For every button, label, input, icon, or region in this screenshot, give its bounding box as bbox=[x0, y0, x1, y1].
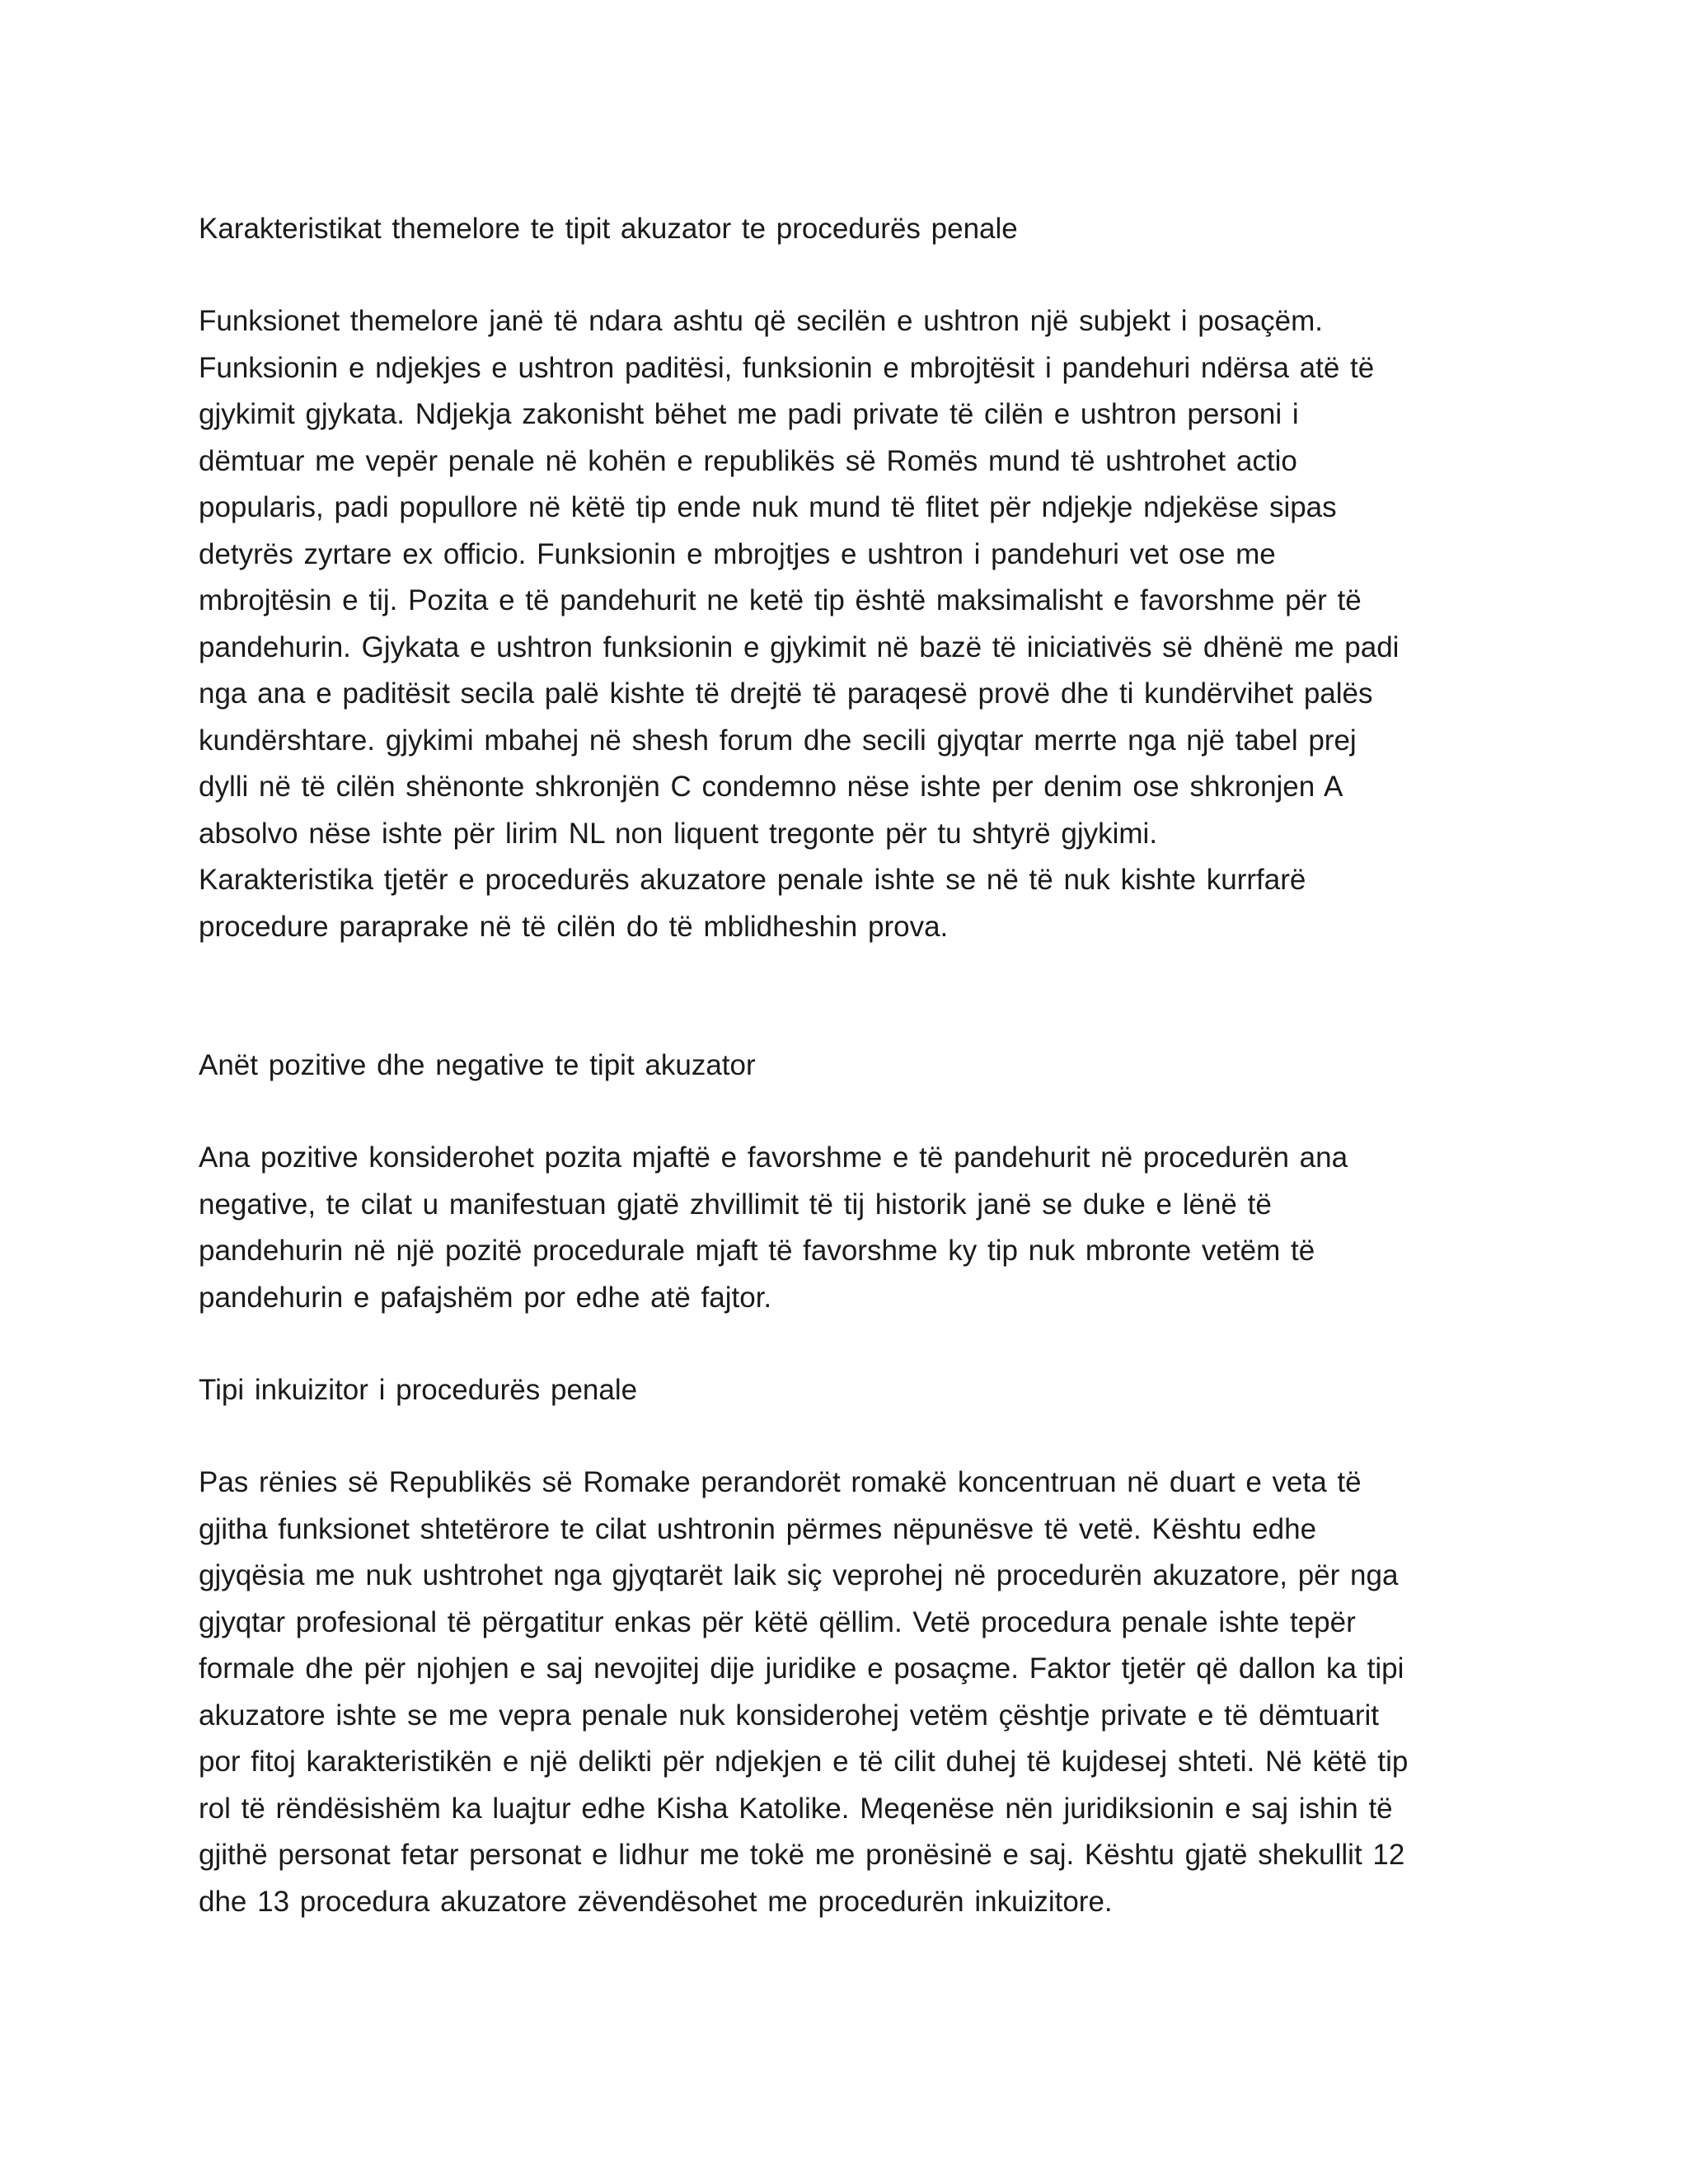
text-line: akuzatore ishte se me vepra penale nuk konsiderohej vetëm çështje private e të dëmtuarit bbox=[199, 1699, 1379, 1732]
text-line: kundërshtare. gjykimi mbahej në shesh forum dhe secili gjyqtar merrte nga një tabel prej bbox=[199, 724, 1357, 757]
text-line: pandehurin. Gjykata e ushtron funksionin e gjykimit në bazë të iniciativës së dhënë me padi bbox=[199, 630, 1400, 663]
text-line: dëmtuar me vepër penale në kohën e republikës së Romës mund të ushtrohet actio bbox=[199, 444, 1297, 477]
text-line: gjitha funksionet shtetërore te cilat ushtronin përmes nëpunësve të vetë. Kështu edhe bbox=[199, 1512, 1317, 1545]
text-line: Karakteristika tjetër e procedurës akuzatore penale ishte se në të nuk kishte kurrfarë bbox=[199, 864, 1306, 896]
text-line: Ana pozitive konsiderohet pozita mjaftë e favorshme e të pandehurit në procedurën ana bbox=[199, 1141, 1348, 1174]
text-line: gjyqtar profesional të përgatitur enkas për këtë qëllim. Vetë procedura penale ishte tepër bbox=[199, 1605, 1356, 1638]
text-line: formale dhe për njohjen e saj nevojitej dije juridike e posaçme. Faktor tjetër që dallon ka tipi bbox=[199, 1652, 1404, 1685]
text-line: dylli në të cilën shënonte shkronjën C condemno nëse ishte per denim ose shkronjen A bbox=[199, 771, 1343, 803]
text-line: Funksionin e ndjekjes e ushtron paditësi, funksionin e mbrojtësit i pandehuri ndërsa atë të bbox=[199, 351, 1375, 384]
text-line: mbrojtësin e tij. Pozita e të pandehurit ne ketë tip është maksimalisht e favorshme për të bbox=[199, 584, 1362, 616]
paragraph-accusatorial-characteristics bbox=[199, 298, 1493, 950]
section-heading-inquisitorial: Tipi inkuizitor i procedurës penale bbox=[199, 1374, 638, 1406]
text-line: absolvo nëse ishte për lirim NL non liquent tregonte për tu shtyrë gjykimi. bbox=[199, 817, 1158, 850]
text-line: dhe 13 procedura akuzatore zëvendësohet me procedurën inkuizitore. bbox=[199, 1885, 1113, 1918]
text-line: rol të rëndësishëm ka luajtur edhe Kisha Katolike. Meqenëse nën juridiksionin e saj ishin të bbox=[199, 1792, 1393, 1825]
section-heading-positive-negative: Anët pozitive dhe negative te tipit akuzator bbox=[199, 1049, 756, 1081]
text-line: por fitoj karakteristikën e një delikti për ndjekjen e të cilit duhej të kujdesej shteti. Në këtë tip bbox=[199, 1746, 1409, 1778]
text-line: popularis, padi popullore në këtë tip ende nuk mund të flitet për ndjekje ndjekëse sipas bbox=[199, 491, 1337, 523]
text-line: pandehurin e pafajshëm por edhe atë fajtor. bbox=[199, 1281, 772, 1314]
text-line: negative, te cilat u manifestuan gjatë zhvillimit të tij historik janë se duke e lënë të bbox=[199, 1188, 1272, 1221]
paragraph-inquisitorial bbox=[199, 1460, 1493, 1925]
text-line: nga ana e paditësit secila palë kishte të drejtë të paraqesë provë dhe ti kundërvihet palës bbox=[199, 677, 1373, 710]
text-line: Funksionet themelore janë të ndara ashtu që secilën e ushtron një subjekt i posaçëm. bbox=[199, 305, 1323, 337]
paragraph-positive-negative bbox=[199, 1135, 1493, 1321]
text-line: gjithë personat fetar personat e lidhur me tokë me pronësinë e saj. Kështu gjatë shekullit 12 bbox=[199, 1839, 1405, 1871]
text-line: detyrës zyrtare ex officio. Funksionin e mbrojtjes e ushtron i pandehuri vet ose me bbox=[199, 537, 1276, 570]
text-line: Pas rënies së Republikës së Romake perandorët romakë koncentruan në duart e veta të bbox=[199, 1466, 1362, 1498]
text-line: gjyqësia me nuk ushtrohet nga gjyqtarët laik siç veprohej në procedurën akuzatore, për nga bbox=[199, 1559, 1399, 1591]
text-line: procedure paraprake në të cilën do të mblidheshin prova. bbox=[199, 910, 949, 943]
text-line: gjykimit gjykata. Ndjekja zakonisht bëhet me padi private të cilën e ushtron personi i bbox=[199, 398, 1299, 430]
section-heading-accusatorial-characteristics: Karakteristikat themelore te tipit akuzator te procedurës penale bbox=[199, 213, 1018, 245]
text-line: pandehurin në një pozitë procedurale mjaft të favorshme ky tip nuk mbronte vetëm të bbox=[199, 1235, 1315, 1267]
document-body bbox=[199, 206, 1493, 1925]
